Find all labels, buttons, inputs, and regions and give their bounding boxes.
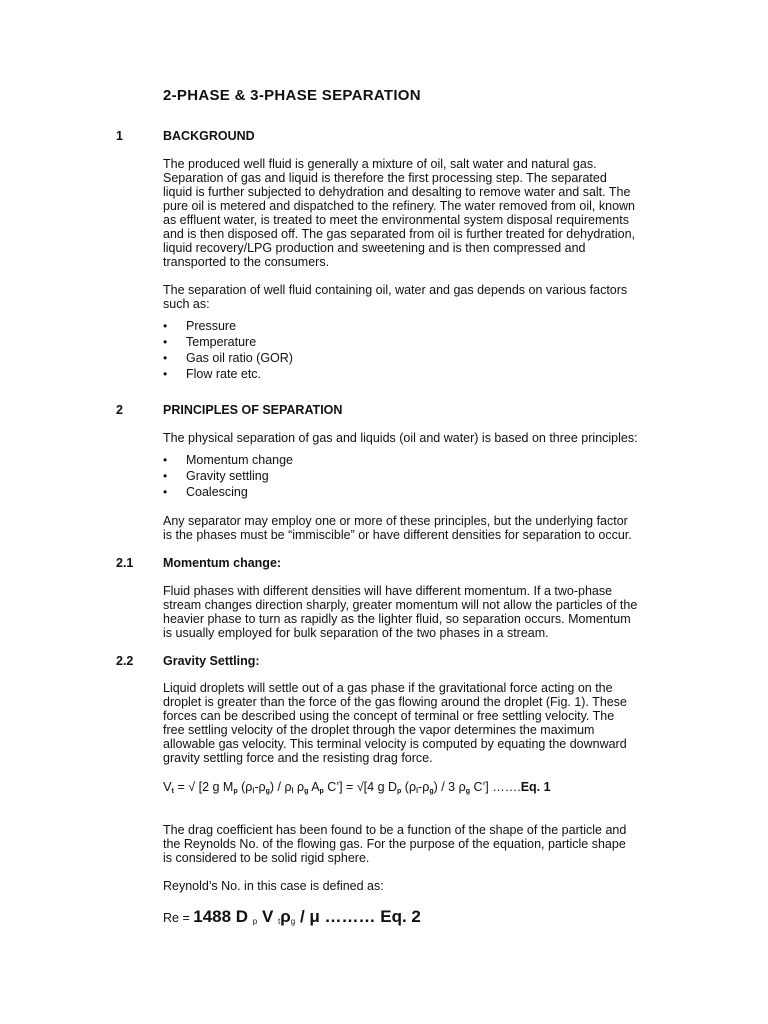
section-1-number: 1 (116, 129, 123, 143)
text-line: Any separator may employ one or more of these principles, but the underlying factor (163, 514, 628, 528)
eq2-part: 1488 D (193, 907, 253, 926)
text-line: The produced well fluid is generally a mixture of oil, salt water and natural gas. (163, 157, 597, 171)
text-line: such as: (163, 297, 210, 311)
text-line: transported to the consumers. (163, 255, 330, 269)
eq1-sub: t (171, 788, 175, 795)
eq1-sub: l (416, 788, 419, 795)
section-1-factor-list (163, 319, 293, 383)
eq1-sub: g (304, 788, 309, 795)
eq1-part: A (308, 780, 320, 794)
list-item: • Momentum change (163, 453, 293, 469)
text-line: allowable gas velocity. This terminal velocity is computed by equating the downward (163, 737, 627, 751)
section-1-paragraph-2 (163, 283, 658, 311)
section-2-paragraph-1 (163, 431, 663, 445)
eq1-sub: p (319, 788, 324, 795)
text-line: heavier phase to turn as rapidly as the lighter fluid, so separation occurs. Momentum (163, 612, 631, 626)
text-line: droplet is greater than the force of the gas flowing around the droplet (Fig. 1). These (163, 695, 627, 709)
eq1-label: Eq. 1 (520, 780, 551, 794)
eq1-part: (ρ (237, 780, 253, 794)
text-line: Reynold’s No. in this case is defined as: (163, 879, 384, 893)
eq1-sub: g (265, 788, 270, 795)
text-line: is usually employed for bulk separation of the two phases in a stream. (163, 626, 549, 640)
text-line: and is then disposed off. The gas separated from oil is further treated for dehydration, (163, 227, 636, 241)
text-line: is considered to be solid rigid sphere. (163, 851, 370, 865)
eq2-part: ρ (280, 907, 291, 926)
list-item: • Gas oil ratio (GOR) (163, 351, 293, 367)
text-line: gravity settling force and the resisting drag force. (163, 751, 433, 765)
text-line: free settling velocity of the droplet through the vapor determines the maximum (163, 723, 595, 737)
section-2-2-paragraph-3 (163, 879, 658, 893)
text-line: Fluid phases with different densities will have different momentum. If a two-phase (163, 584, 613, 598)
eq1-sub: l (291, 788, 294, 795)
eq1-part: = √ [2 g M (174, 780, 234, 794)
eq1-part: C’] ……. (470, 780, 521, 794)
section-2-heading: PRINCIPLES OF SEPARATION (163, 403, 343, 417)
section-1-heading: BACKGROUND (163, 129, 255, 143)
eq2-part: V (257, 907, 279, 926)
eq2-sub: t (278, 917, 281, 926)
text-line: stream changes direction sharply, greater momentum will not allow the particles of the (163, 598, 638, 612)
eq1-sub: p (397, 788, 402, 795)
eq1-sub: p (233, 788, 238, 795)
section-2-principles-list (163, 453, 293, 501)
eq1-sub: l (252, 788, 255, 795)
eq2-sub: p (252, 917, 258, 926)
section-2-paragraph-2 (163, 514, 658, 542)
list-item: • Flow rate etc. (163, 367, 293, 383)
eq1-part: ) / ρ (269, 780, 292, 794)
list-item: • Temperature (163, 335, 293, 351)
eq1-part: C’] = √[4 g D (323, 780, 398, 794)
eq2-part: / μ ……… Eq. 2 (295, 907, 421, 926)
document-title: 2-PHASE & 3-PHASE SEPARATION (163, 87, 421, 104)
text-line: as effluent water, is treated to meet the environmental system disposal requirements (163, 213, 629, 227)
text-line: Separation of gas and liquid is therefore the first processing step. The separated (163, 171, 607, 185)
section-2-2-number: 2.2 (116, 654, 134, 668)
equation-2 (163, 907, 421, 929)
text-line: forces can be described using the concept of terminal or free settling velocity. The (163, 709, 615, 723)
text-line: The drag coefficient has been found to be a function of the shape of the particle and (163, 823, 627, 837)
section-2-2-paragraph-2 (163, 823, 658, 865)
section-2-2-heading: Gravity Settling: (163, 654, 260, 668)
text-line: The physical separation of gas and liquids (oil and water) is based on three principles: (163, 431, 638, 445)
eq1-v: V (163, 779, 172, 794)
text-line: The separation of well fluid containing oil, water and gas depends on various factors (163, 283, 628, 297)
eq1-part: ) / 3 ρ (433, 780, 466, 794)
list-item: • Gravity settling (163, 469, 293, 485)
text-line: is the phases must be “immiscible” or have different densities for separation to occur. (163, 528, 632, 542)
text-line: liquid recovery/LPG production and sweetening and is then compressed and (163, 241, 586, 255)
section-2-1-paragraph (163, 584, 658, 640)
section-2-number: 2 (116, 403, 123, 417)
eq1-sub: g (465, 788, 470, 795)
text-line: Liquid droplets will settle out of a gas phase if the gravitational force acting on the (163, 681, 613, 695)
list-item: • Pressure (163, 319, 293, 335)
eq1-part: -ρ (418, 780, 430, 794)
section-2-1-heading: Momentum change: (163, 556, 282, 570)
section-1-paragraph-1 (163, 157, 658, 269)
text-line: liquid is further subjected to dehydration and desalting to remove water and salt. The (163, 185, 631, 199)
eq2-lead: Re = (163, 911, 194, 925)
eq1-part: ρ (293, 780, 305, 794)
eq1-part: (ρ (401, 780, 417, 794)
eq1-part: -ρ (254, 780, 266, 794)
section-2-2-paragraph-1 (163, 681, 658, 765)
text-line: the Reynolds No. of the flowing gas. For the purpose of the equation, particle shape (163, 837, 626, 851)
eq1-sub: g (429, 788, 434, 795)
equation-1 (163, 780, 551, 799)
list-item: • Coalescing (163, 485, 293, 501)
eq2-sub: g (290, 917, 296, 926)
text-line: pure oil is metered and dispatched to the refinery. The water removed from oil, known (163, 199, 635, 213)
section-2-1-number: 2.1 (116, 556, 134, 570)
